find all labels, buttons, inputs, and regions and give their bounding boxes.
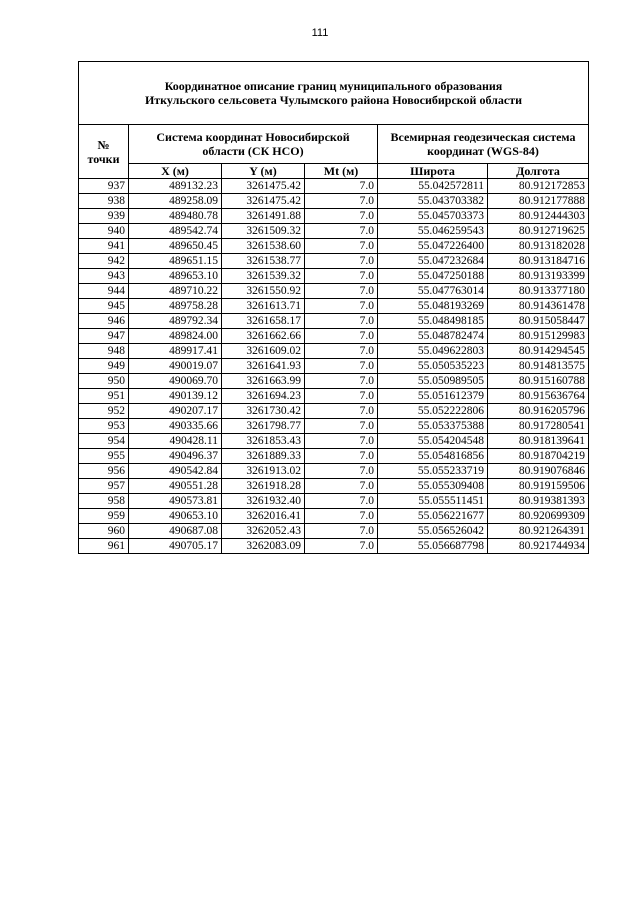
cell-x: 489653.10 xyxy=(129,269,222,284)
cell-latitude: 55.048782474 xyxy=(378,329,488,344)
header-mt: Mt (м) xyxy=(305,164,378,179)
cell-latitude: 55.049622803 xyxy=(378,344,488,359)
cell-y: 3261491.88 xyxy=(222,209,305,224)
cell-y: 3261662.66 xyxy=(222,329,305,344)
cell-latitude: 55.042572811 xyxy=(378,179,488,194)
cell-x: 489132.23 xyxy=(129,179,222,194)
cell-y: 3261798.77 xyxy=(222,419,305,434)
cell-point-number: 944 xyxy=(79,284,129,299)
cell-mt: 7.0 xyxy=(305,464,378,479)
table-row xyxy=(79,434,589,449)
cell-longitude: 80.916205796 xyxy=(488,404,589,419)
cell-mt: 7.0 xyxy=(305,524,378,539)
cell-point-number: 952 xyxy=(79,404,129,419)
cell-y: 3261694.23 xyxy=(222,389,305,404)
header-point-number-line-2: точки xyxy=(87,151,120,166)
cell-y: 3261475.42 xyxy=(222,179,305,194)
cell-longitude: 80.919076846 xyxy=(488,464,589,479)
cell-point-number: 957 xyxy=(79,479,129,494)
table-row xyxy=(79,329,589,344)
table-row xyxy=(79,194,589,209)
cell-point-number: 954 xyxy=(79,434,129,449)
cell-mt: 7.0 xyxy=(305,389,378,404)
cell-longitude: 80.912719625 xyxy=(488,224,589,239)
cell-point-number: 950 xyxy=(79,374,129,389)
header-local-system xyxy=(129,125,378,164)
cell-x: 489758.28 xyxy=(129,299,222,314)
cell-point-number: 955 xyxy=(79,449,129,464)
header-x: X (м) xyxy=(129,164,222,179)
cell-point-number: 960 xyxy=(79,524,129,539)
cell-longitude: 80.912444303 xyxy=(488,209,589,224)
cell-y: 3261609.02 xyxy=(222,344,305,359)
cell-mt: 7.0 xyxy=(305,269,378,284)
cell-point-number: 958 xyxy=(79,494,129,509)
cell-mt: 7.0 xyxy=(305,359,378,374)
header-longitude: Долгота xyxy=(488,164,589,179)
table-row xyxy=(79,239,589,254)
cell-y: 3261475.42 xyxy=(222,194,305,209)
cell-x: 490019.07 xyxy=(129,359,222,374)
cell-y: 3261913.02 xyxy=(222,464,305,479)
table-row xyxy=(79,419,589,434)
cell-x: 490705.17 xyxy=(129,539,222,554)
cell-latitude: 55.047763014 xyxy=(378,284,488,299)
table-row xyxy=(79,524,589,539)
cell-latitude: 55.053375388 xyxy=(378,419,488,434)
cell-longitude: 80.921744934 xyxy=(488,539,589,554)
cell-x: 490139.12 xyxy=(129,389,222,404)
cell-x: 489710.22 xyxy=(129,284,222,299)
cell-point-number: 945 xyxy=(79,299,129,314)
cell-latitude: 55.048498185 xyxy=(378,314,488,329)
cell-x: 489917.41 xyxy=(129,344,222,359)
cell-point-number: 959 xyxy=(79,509,129,524)
table-row xyxy=(79,314,589,329)
cell-longitude: 80.918139641 xyxy=(488,434,589,449)
cell-longitude: 80.919381393 xyxy=(488,494,589,509)
table-row xyxy=(79,284,589,299)
cell-y: 3261932.40 xyxy=(222,494,305,509)
cell-mt: 7.0 xyxy=(305,344,378,359)
table-row xyxy=(79,464,589,479)
cell-x: 490542.84 xyxy=(129,464,222,479)
cell-longitude: 80.915058447 xyxy=(488,314,589,329)
cell-point-number: 938 xyxy=(79,194,129,209)
table-row xyxy=(79,389,589,404)
cell-point-number: 947 xyxy=(79,329,129,344)
cell-mt: 7.0 xyxy=(305,299,378,314)
cell-x: 489650.45 xyxy=(129,239,222,254)
cell-latitude: 55.050535223 xyxy=(378,359,488,374)
cell-point-number: 948 xyxy=(79,344,129,359)
cell-y: 3261539.32 xyxy=(222,269,305,284)
cell-point-number: 953 xyxy=(79,419,129,434)
cell-latitude: 55.055309408 xyxy=(378,479,488,494)
table-row xyxy=(79,449,589,464)
cell-mt: 7.0 xyxy=(305,479,378,494)
cell-y: 3261889.33 xyxy=(222,449,305,464)
table-row xyxy=(79,494,589,509)
cell-point-number: 961 xyxy=(79,539,129,554)
cell-longitude: 80.918704219 xyxy=(488,449,589,464)
cell-longitude: 80.913184716 xyxy=(488,254,589,269)
cell-latitude: 55.046259543 xyxy=(378,224,488,239)
cell-x: 489651.15 xyxy=(129,254,222,269)
cell-x: 490069.70 xyxy=(129,374,222,389)
table-body xyxy=(79,179,589,554)
cell-longitude: 80.913182028 xyxy=(488,239,589,254)
title-line-2: Иткульского сельсовета Чулымского района Новосибирской области xyxy=(144,93,523,107)
header-point-number-line-1: № xyxy=(97,137,110,152)
header-local-system-line-2: области (СК НСО) xyxy=(202,144,304,158)
cell-point-number: 943 xyxy=(79,269,129,284)
cell-x: 490653.10 xyxy=(129,509,222,524)
cell-mt: 7.0 xyxy=(305,314,378,329)
cell-y: 3262083.09 xyxy=(222,539,305,554)
table-row xyxy=(79,299,589,314)
table-row xyxy=(79,344,589,359)
cell-mt: 7.0 xyxy=(305,539,378,554)
cell-mt: 7.0 xyxy=(305,404,378,419)
cell-x: 490335.66 xyxy=(129,419,222,434)
cell-y: 3261853.43 xyxy=(222,434,305,449)
cell-latitude: 55.054204548 xyxy=(378,434,488,449)
cell-mt: 7.0 xyxy=(305,209,378,224)
cell-longitude: 80.917280541 xyxy=(488,419,589,434)
cell-mt: 7.0 xyxy=(305,494,378,509)
cell-latitude: 55.056687798 xyxy=(378,539,488,554)
title-line-1: Координатное описание границ муниципального образования xyxy=(164,79,503,93)
cell-y: 3261658.17 xyxy=(222,314,305,329)
cell-latitude: 55.043703382 xyxy=(378,194,488,209)
cell-latitude: 55.055233719 xyxy=(378,464,488,479)
cell-latitude: 55.056221677 xyxy=(378,509,488,524)
table-row xyxy=(79,209,589,224)
cell-mt: 7.0 xyxy=(305,239,378,254)
table-row xyxy=(79,254,589,269)
table-row xyxy=(79,539,589,554)
cell-x: 489792.34 xyxy=(129,314,222,329)
cell-mt: 7.0 xyxy=(305,224,378,239)
cell-x: 490428.11 xyxy=(129,434,222,449)
cell-longitude: 80.915160788 xyxy=(488,374,589,389)
cell-latitude: 55.048193269 xyxy=(378,299,488,314)
cell-point-number: 946 xyxy=(79,314,129,329)
table-row xyxy=(79,269,589,284)
cell-longitude: 80.913377180 xyxy=(488,284,589,299)
header-point-number xyxy=(79,125,129,179)
cell-point-number: 956 xyxy=(79,464,129,479)
cell-longitude: 80.912172853 xyxy=(488,179,589,194)
cell-latitude: 55.047232684 xyxy=(378,254,488,269)
table-row xyxy=(79,179,589,194)
header-world-system xyxy=(378,125,589,164)
cell-longitude: 80.914294545 xyxy=(488,344,589,359)
table-row xyxy=(79,509,589,524)
cell-point-number: 941 xyxy=(79,239,129,254)
cell-y: 3261918.28 xyxy=(222,479,305,494)
header-latitude: Широта xyxy=(378,164,488,179)
cell-point-number: 942 xyxy=(79,254,129,269)
cell-y: 3261550.92 xyxy=(222,284,305,299)
cell-point-number: 951 xyxy=(79,389,129,404)
cell-longitude: 80.914813575 xyxy=(488,359,589,374)
header-world-system-line-1: Всемирная геодезическая система xyxy=(390,130,576,144)
cell-y: 3261663.99 xyxy=(222,374,305,389)
cell-mt: 7.0 xyxy=(305,329,378,344)
table-row xyxy=(79,404,589,419)
cell-y: 3261538.77 xyxy=(222,254,305,269)
cell-y: 3262016.41 xyxy=(222,509,305,524)
cell-latitude: 55.047226400 xyxy=(378,239,488,254)
page-number: 111 xyxy=(311,27,329,39)
cell-point-number: 949 xyxy=(79,359,129,374)
cell-mt: 7.0 xyxy=(305,374,378,389)
table-row xyxy=(79,359,589,374)
header-world-system-line-2: координат (WGS-84) xyxy=(427,144,539,158)
cell-x: 489258.09 xyxy=(129,194,222,209)
header-local-system-line-1: Система координат Новосибирской xyxy=(156,130,350,144)
cell-y: 3261538.60 xyxy=(222,239,305,254)
cell-mt: 7.0 xyxy=(305,284,378,299)
cell-mt: 7.0 xyxy=(305,419,378,434)
cell-y: 3261509.32 xyxy=(222,224,305,239)
cell-mt: 7.0 xyxy=(305,509,378,524)
cell-longitude: 80.912177888 xyxy=(488,194,589,209)
header-y: Y (м) xyxy=(222,164,305,179)
cell-x: 489480.78 xyxy=(129,209,222,224)
cell-longitude: 80.915636764 xyxy=(488,389,589,404)
cell-latitude: 55.052222806 xyxy=(378,404,488,419)
cell-mt: 7.0 xyxy=(305,179,378,194)
cell-latitude: 55.047250188 xyxy=(378,269,488,284)
cell-x: 490207.17 xyxy=(129,404,222,419)
cell-latitude: 55.045703373 xyxy=(378,209,488,224)
cell-latitude: 55.055511451 xyxy=(378,494,488,509)
table-title xyxy=(79,62,589,125)
cell-x: 490496.37 xyxy=(129,449,222,464)
cell-latitude: 55.054816856 xyxy=(378,449,488,464)
cell-latitude: 55.050989505 xyxy=(378,374,488,389)
cell-mt: 7.0 xyxy=(305,449,378,464)
table-row xyxy=(79,224,589,239)
cell-y: 3262052.43 xyxy=(222,524,305,539)
cell-longitude: 80.914361478 xyxy=(488,299,589,314)
cell-y: 3261730.42 xyxy=(222,404,305,419)
cell-longitude: 80.913193399 xyxy=(488,269,589,284)
cell-longitude: 80.919159506 xyxy=(488,479,589,494)
cell-longitude: 80.915129983 xyxy=(488,329,589,344)
cell-y: 3261641.93 xyxy=(222,359,305,374)
cell-point-number: 937 xyxy=(79,179,129,194)
cell-mt: 7.0 xyxy=(305,254,378,269)
table-row xyxy=(79,374,589,389)
cell-x: 489824.00 xyxy=(129,329,222,344)
cell-mt: 7.0 xyxy=(305,194,378,209)
cell-x: 490687.08 xyxy=(129,524,222,539)
cell-longitude: 80.921264391 xyxy=(488,524,589,539)
cell-y: 3261613.71 xyxy=(222,299,305,314)
cell-longitude: 80.920699309 xyxy=(488,509,589,524)
cell-x: 490573.81 xyxy=(129,494,222,509)
cell-mt: 7.0 xyxy=(305,434,378,449)
cell-latitude: 55.051612379 xyxy=(378,389,488,404)
cell-point-number: 940 xyxy=(79,224,129,239)
coordinates-table xyxy=(78,61,589,554)
cell-x: 489542.74 xyxy=(129,224,222,239)
cell-x: 490551.28 xyxy=(129,479,222,494)
cell-point-number: 939 xyxy=(79,209,129,224)
cell-latitude: 55.056526042 xyxy=(378,524,488,539)
table-row xyxy=(79,479,589,494)
